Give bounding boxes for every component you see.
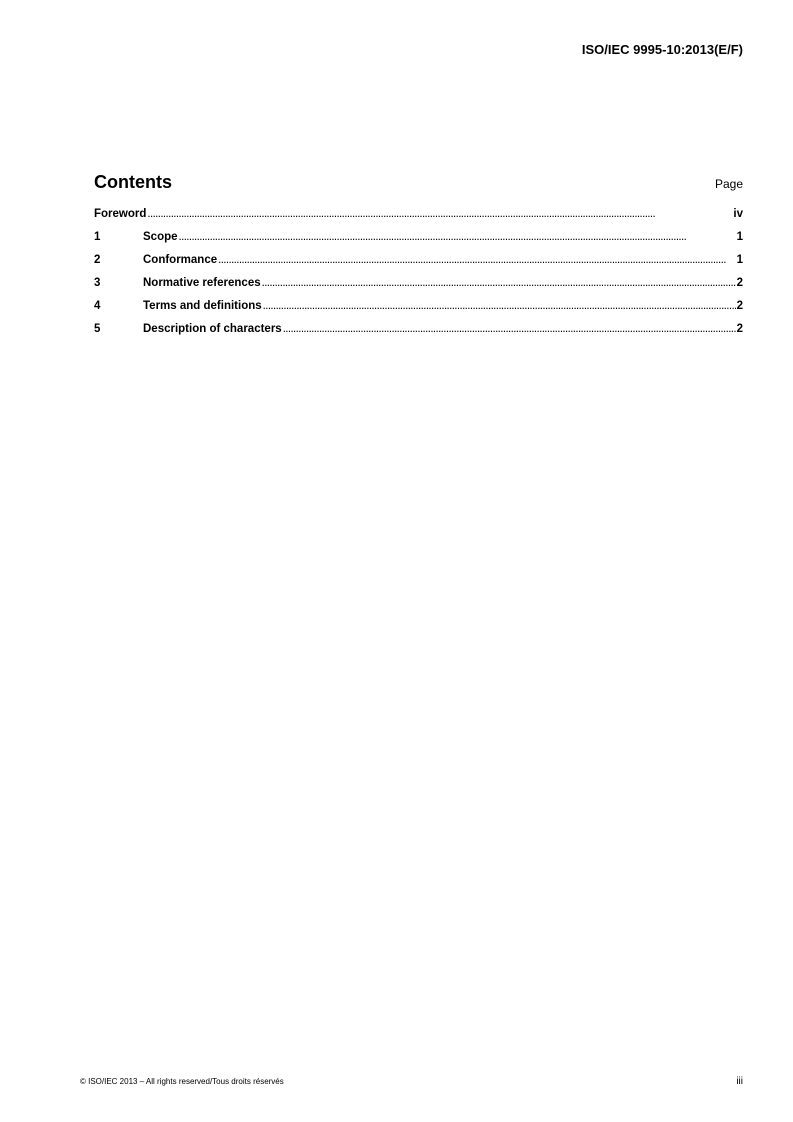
contents-title: Contents (94, 172, 172, 192)
toc-entry-title: Terms and definitions (143, 300, 262, 312)
toc-entry-terms-and-definitions[interactable] (94, 300, 743, 323)
dot-leader (262, 277, 736, 289)
toc-entry-page: 2 (736, 323, 743, 335)
toc-entry-title: Scope (143, 231, 178, 243)
toc-entry-foreword[interactable] (94, 208, 743, 231)
toc-entry-description-of-characters[interactable] (94, 323, 743, 346)
table-of-contents (94, 208, 743, 346)
dot-leader (263, 300, 736, 312)
toc-entry-title: Foreword (94, 208, 147, 220)
toc-entry-page: 1 (736, 231, 743, 243)
toc-entry-number: 2 (94, 254, 101, 266)
toc-entry-number: 5 (94, 323, 101, 335)
copyright-notice: © ISO/IEC 2013 – All rights reserved/Tous droits réservés (80, 1077, 284, 1086)
dot-leader (147, 208, 732, 220)
page-footer (80, 1076, 743, 1087)
toc-entry-title: Conformance (143, 254, 218, 266)
document-id-header: ISO/IEC 9995-10:2013(E/F) (581, 42, 743, 57)
toc-entry-normative-references[interactable] (94, 277, 743, 300)
toc-entry-conformance[interactable] (94, 254, 743, 277)
toc-entry-title: Description of characters (143, 323, 282, 335)
page-column-label: Page (714, 177, 743, 191)
toc-entry-scope[interactable] (94, 231, 743, 254)
toc-entry-page: iv (733, 208, 743, 220)
toc-entry-number: 1 (94, 231, 101, 243)
contents-heading (94, 172, 743, 193)
dot-leader (218, 254, 735, 266)
toc-entry-number: 3 (94, 277, 101, 289)
toc-entry-number: 4 (94, 300, 101, 312)
toc-entry-title: Normative references (143, 277, 261, 289)
toc-entry-page: 1 (736, 254, 743, 266)
toc-entry-page: 2 (736, 277, 743, 289)
toc-entry-page: 2 (736, 300, 743, 312)
dot-leader (179, 231, 736, 243)
dot-leader (283, 323, 736, 335)
footer-page-number: iii (736, 1076, 743, 1087)
